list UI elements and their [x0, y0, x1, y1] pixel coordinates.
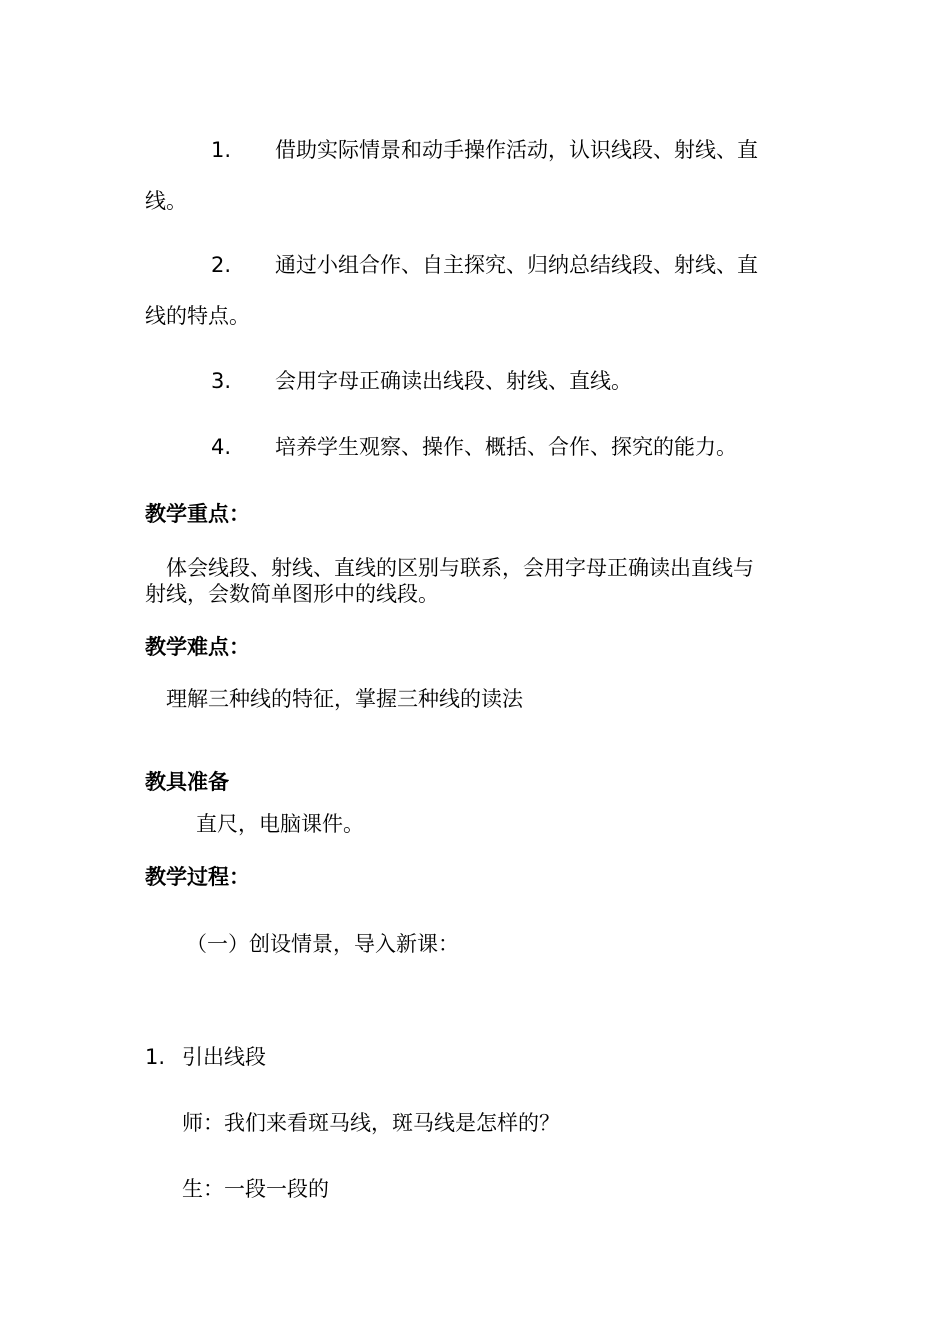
objective-3-number: 3. [211, 369, 232, 393]
process-section-1: （一）创设情景，导入新课： [186, 932, 459, 956]
step-1 [145, 1047, 266, 1068]
objective-3 [211, 371, 632, 392]
key-points-line-1: 体会线段、射线、直线的区别与联系，会用字母正确读出直线与 [166, 556, 754, 580]
objective-1-number: 1. [211, 138, 232, 162]
objective-1 [211, 140, 758, 161]
objective-2 [211, 255, 758, 276]
teacher-line: 师：我们来看斑马线，斑马线是怎样的？ [182, 1111, 560, 1135]
student-line: 生：一段一段的 [182, 1177, 329, 1201]
difficulties-heading: 教学难点： [145, 635, 250, 659]
objective-4 [211, 437, 737, 458]
key-points-heading: 教学重点： [145, 502, 250, 526]
key-points-line-2: 射线，会数简单图形中的线段。 [145, 582, 439, 606]
objective-3-text: 会用字母正确读出线段、射线、直线。 [275, 369, 632, 393]
step-1-title: 引出线段 [182, 1045, 266, 1069]
process-heading: 教学过程： [145, 865, 250, 889]
difficulties-text: 理解三种线的特征，掌握三种线的读法 [166, 687, 523, 711]
objective-2-text: 通过小组合作、自主探究、归纳总结线段、射线、直 [275, 253, 758, 277]
objective-4-number: 4. [211, 435, 232, 459]
objective-2-number: 2. [211, 253, 232, 277]
step-1-number: 1. [145, 1045, 166, 1069]
materials-heading: 教具准备 [145, 770, 229, 794]
objective-4-text: 培养学生观察、操作、概括、合作、探究的能力。 [275, 435, 737, 459]
objective-1-text: 借助实际情景和动手操作活动，认识线段、射线、直 [275, 138, 758, 162]
objective-2-continuation: 线的特点。 [145, 304, 250, 328]
materials-text: 直尺，电脑课件。 [196, 812, 364, 836]
objective-1-continuation: 线。 [145, 189, 187, 213]
